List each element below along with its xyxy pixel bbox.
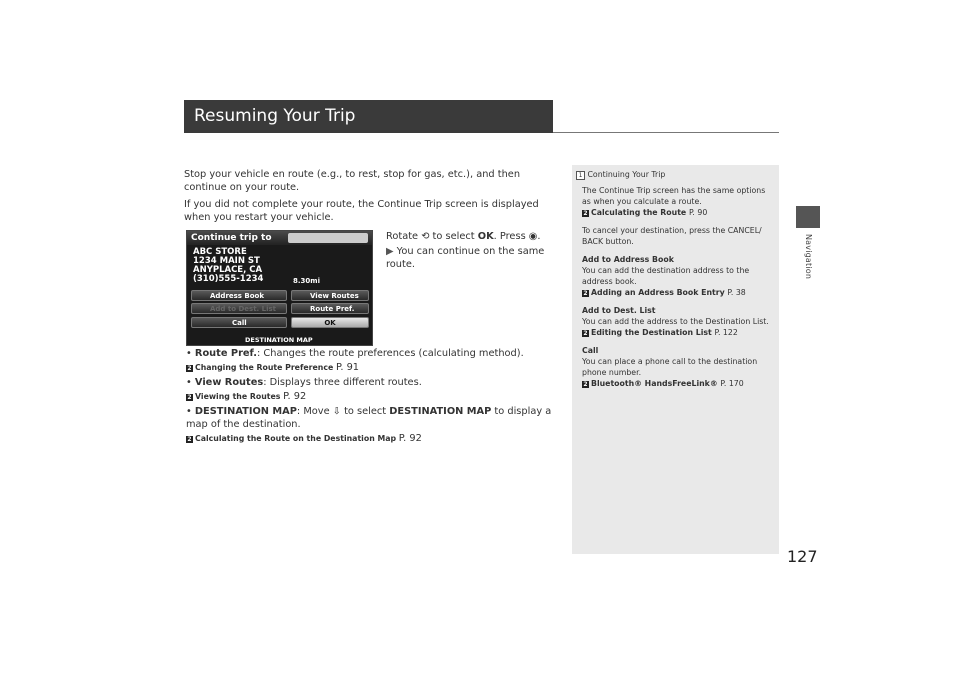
result-arrow-icon: ▶ xyxy=(386,246,394,257)
cross-reference[interactable]: 2 Changing the Route Preference P. 91 xyxy=(187,362,360,373)
screen-title: Continue trip to xyxy=(191,233,272,243)
step-result: ▶ You can continue on the same route. xyxy=(386,246,545,270)
press-knob-icon: ◉ xyxy=(528,231,538,242)
xref-icon: 2 xyxy=(187,393,192,401)
address-line: ANYPLACE, CA xyxy=(193,265,263,275)
section-tab xyxy=(796,206,820,228)
cross-reference[interactable]: 2 Editing the Destination List P. 122 xyxy=(583,328,738,337)
cross-reference[interactable]: 2 Calculating the Route P. 90 xyxy=(583,208,708,217)
title-rule xyxy=(553,132,779,133)
sidebar-heading: 1 Continuing Your Trip xyxy=(576,169,769,180)
call-button[interactable]: Call xyxy=(191,317,287,328)
main-content xyxy=(184,168,549,344)
intro-paragraph-1: Stop your vehicle en route (e.g., to rest, stop for gas, etc.), and then continue on your route. xyxy=(184,169,521,193)
list-item: • Route Pref.: Changes the route preferences (calculating method). 2 Changing the Route Preference P. 91 xyxy=(186,347,556,374)
screen-address xyxy=(193,248,263,284)
destination-map-label[interactable]: DESTINATION MAP xyxy=(245,336,313,344)
view-routes-button[interactable]: View Routes xyxy=(291,290,369,301)
cross-reference[interactable]: 2 Calculating the Route on the Destination Map P. 92 xyxy=(187,433,422,444)
rotate-knob-icon: ⟲ xyxy=(421,231,430,242)
cross-reference[interactable]: 2 Viewing the Routes P. 92 xyxy=(187,391,307,402)
sidebar-subheading: Add to Dest. List xyxy=(582,306,656,315)
sidebar-text: The Continue Trip screen has the same options as when you calculate a route. xyxy=(582,186,766,206)
sidebar-text: To cancel your destination, press the CANCEL/ BACK button. xyxy=(582,226,762,246)
intro-paragraph-2: If you did not complete your route, the Continue Trip screen is displayed when you restart your vehicle. xyxy=(184,199,539,223)
route-pref-button[interactable]: Route Pref. xyxy=(291,303,369,314)
add-to-dest-list-button[interactable]: Add to Dest. List xyxy=(191,303,287,314)
address-line: 1234 MAIN ST xyxy=(193,256,260,266)
status-icons xyxy=(288,233,368,243)
page-title: Resuming Your Trip xyxy=(194,106,356,126)
distance-readout: 8.30mi xyxy=(293,277,320,285)
sidebar-subheading: Add to Address Book xyxy=(582,255,674,264)
address-line: ABC STORE xyxy=(193,247,247,257)
xref-icon: 2 xyxy=(187,435,192,443)
sidebar-subheading: Call xyxy=(582,346,599,355)
title-bar xyxy=(184,100,553,133)
move-knob-icon: ⇩ xyxy=(332,406,341,417)
screen-header xyxy=(187,231,372,245)
note-icon: 1 xyxy=(576,171,585,180)
sidebar-text: You can add the address to the Destination List. xyxy=(582,317,769,326)
list-item: • DESTINATION MAP: Move ⇩ to select DESTINATION MAP to display a map of the destination. 2 Calculating the Route on the Destination Map P. 92 xyxy=(186,405,556,445)
xref-icon: 2 xyxy=(187,364,192,372)
page-number: 127 xyxy=(787,547,818,566)
sidebar-notes xyxy=(572,165,779,554)
step-line: Rotate ⟲ to select OK. Press ◉. xyxy=(386,231,541,242)
cross-reference[interactable]: 2 Adding an Address Book Entry P. 38 xyxy=(583,288,746,297)
sidebar-text: You can add the destination address to the address book. xyxy=(582,266,750,286)
continue-trip-screen xyxy=(186,230,373,346)
section-label: Navigation xyxy=(804,234,813,280)
ok-button[interactable]: OK xyxy=(291,317,369,328)
cross-reference[interactable]: 2 Bluetooth® HandsFreeLink® P. 170 xyxy=(583,379,744,388)
list-item: • View Routes: Displays three different routes. 2 Viewing the Routes P. 92 xyxy=(186,376,556,403)
address-line: (310)555-1234 xyxy=(193,274,264,284)
address-book-button[interactable]: Address Book xyxy=(191,290,287,301)
sidebar-text: You can place a phone call to the destination phone number. xyxy=(582,357,758,377)
option-list xyxy=(186,347,556,447)
step-instructions xyxy=(386,230,546,273)
